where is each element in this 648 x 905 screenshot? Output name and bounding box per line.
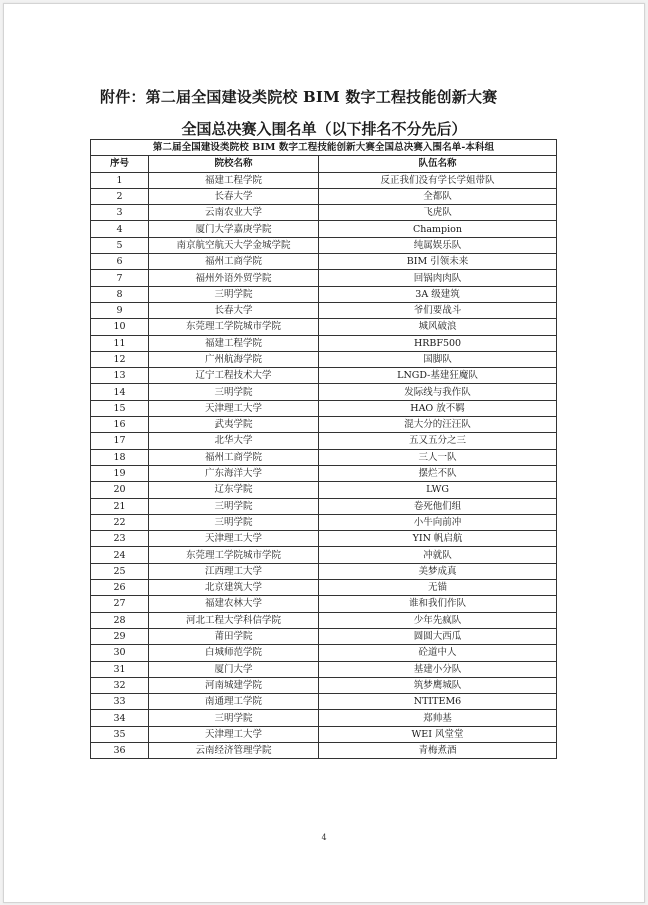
cell-team: 全都队 [319,188,557,204]
cell-index: 15 [91,400,149,416]
cell-school: 三明学院 [149,514,319,530]
cell-school: 福建工程学院 [149,335,319,351]
table-row [91,661,557,677]
cell-school: 北京建筑大学 [149,580,319,596]
column-header-school: 院校名称 [149,156,319,172]
cell-index: 7 [91,270,149,286]
table-row [91,449,557,465]
cell-index: 12 [91,351,149,367]
table-row [91,384,557,400]
cell-team: 纯属娱乐队 [319,237,557,253]
finalist-table [90,139,557,759]
cell-index: 21 [91,498,149,514]
cell-team: LWG [319,482,557,498]
cell-school: 辽宁工程技术大学 [149,368,319,384]
table-row [91,205,557,221]
cell-school: 长春大学 [149,302,319,318]
cell-index: 4 [91,221,149,237]
cell-school: 河北工程大学科信学院 [149,612,319,628]
cell-team: 城风破浪 [319,319,557,335]
cell-school: 东莞理工学院城市学院 [149,319,319,335]
table-row [91,270,557,286]
table-row [91,302,557,318]
cell-index: 36 [91,742,149,758]
table-row [91,612,557,628]
cell-index: 27 [91,596,149,612]
cell-index: 6 [91,254,149,270]
table-row [91,237,557,253]
cell-team: 五又五分之三 [319,433,557,449]
table-row [91,531,557,547]
cell-index: 20 [91,482,149,498]
table-row [91,319,557,335]
cell-school: 天津理工大学 [149,726,319,742]
cell-school: 福建工程学院 [149,172,319,188]
table-row [91,465,557,481]
cell-index: 8 [91,286,149,302]
cell-index: 32 [91,677,149,693]
table-row [91,596,557,612]
table-row [91,694,557,710]
cell-team: 郑帅基 [319,710,557,726]
cell-school: 厦门大学嘉庚学院 [149,221,319,237]
cell-index: 16 [91,417,149,433]
cell-school: 辽东学院 [149,482,319,498]
table-row [91,514,557,530]
cell-team: LNGD-基建狂魔队 [319,368,557,384]
cell-school: 三明学院 [149,710,319,726]
cell-index: 1 [91,172,149,188]
cell-school: 福建农林大学 [149,596,319,612]
cell-team: BIM 引领未来 [319,254,557,270]
cell-school: 白城师范学院 [149,645,319,661]
cell-team: 国脚队 [319,351,557,367]
cell-school: 江西理工大学 [149,563,319,579]
cell-team: 无锚 [319,580,557,596]
cell-index: 35 [91,726,149,742]
cell-team: NTITEM6 [319,694,557,710]
cell-team: 筑梦鹰城队 [319,677,557,693]
cell-school: 云南农业大学 [149,205,319,221]
cell-index: 33 [91,694,149,710]
table-row [91,351,557,367]
table-row [91,286,557,302]
cell-school: 东莞理工学院城市学院 [149,547,319,563]
table-row [91,335,557,351]
cell-school: 武夷学院 [149,417,319,433]
document-title-line1: 附件：第二届全国建设类院校 BIM 数字工程技能创新大赛 [100,88,498,106]
cell-index: 34 [91,710,149,726]
cell-team: 飞虎队 [319,205,557,221]
table-row [91,498,557,514]
table-row [91,254,557,270]
cell-team: 美梦成真 [319,563,557,579]
cell-index: 18 [91,449,149,465]
table-row [91,368,557,384]
cell-index: 13 [91,368,149,384]
table-row [91,742,557,758]
cell-school: 河南城建学院 [149,677,319,693]
table-row [91,417,557,433]
cell-team: 砼道中人 [319,645,557,661]
cell-index: 25 [91,563,149,579]
cell-team: YIN 帆启航 [319,531,557,547]
document-page [3,3,645,903]
cell-index: 9 [91,302,149,318]
cell-index: 11 [91,335,149,351]
cell-school: 莆田学院 [149,628,319,644]
cell-index: 10 [91,319,149,335]
cell-index: 26 [91,580,149,596]
cell-school: 云南经济管理学院 [149,742,319,758]
cell-team: 发际线与我作队 [319,384,557,400]
cell-index: 3 [91,205,149,221]
cell-school: 天津理工大学 [149,531,319,547]
cell-school: 三明学院 [149,384,319,400]
cell-team: 卷死他们组 [319,498,557,514]
cell-index: 2 [91,188,149,204]
table-body [91,172,557,759]
cell-index: 29 [91,628,149,644]
cell-school: 南通理工学院 [149,694,319,710]
cell-team: 冲就队 [319,547,557,563]
column-header-team: 队伍名称 [319,156,557,172]
table-caption: 第二届全国建设类院校 BIM 数字工程技能创新大赛全国总决赛入围名单-本科组 [91,140,557,156]
cell-index: 30 [91,645,149,661]
cell-team: 小牛向前冲 [319,514,557,530]
cell-school: 广东海洋大学 [149,465,319,481]
cell-team: 基建小分队 [319,661,557,677]
cell-school: 长春大学 [149,188,319,204]
cell-index: 14 [91,384,149,400]
cell-index: 19 [91,465,149,481]
cell-school: 广州航海学院 [149,351,319,367]
table-row [91,547,557,563]
table-row [91,482,557,498]
cell-school: 福州工商学院 [149,449,319,465]
table-row [91,580,557,596]
page-number: 4 [321,833,327,842]
cell-index: 5 [91,237,149,253]
cell-school: 福州外语外贸学院 [149,270,319,286]
cell-school: 三明学院 [149,498,319,514]
cell-team: 爷们要战斗 [319,302,557,318]
cell-team: HRBF500 [319,335,557,351]
table-row [91,172,557,188]
cell-team: 少年先疯队 [319,612,557,628]
cell-school: 福州工商学院 [149,254,319,270]
cell-team: 圆圆大西瓜 [319,628,557,644]
cell-team: 三人一队 [319,449,557,465]
cell-team: 青梅煮酒 [319,742,557,758]
cell-team: 谁和我们作队 [319,596,557,612]
table-row [91,400,557,416]
table-row [91,677,557,693]
document-title-line2: 全国总决赛入围名单（以下排名不分先后） [181,120,467,138]
cell-team: 回锅肉肉队 [319,270,557,286]
cell-team: HAO 放不羁 [319,400,557,416]
table-row [91,563,557,579]
cell-school: 三明学院 [149,286,319,302]
table-row [91,188,557,204]
cell-index: 28 [91,612,149,628]
cell-team: 摆烂不队 [319,465,557,481]
table-row [91,221,557,237]
cell-team: 反正我们没有学长学姐带队 [319,172,557,188]
cell-school: 天津理工大学 [149,400,319,416]
cell-index: 24 [91,547,149,563]
cell-school: 北华大学 [149,433,319,449]
table-row [91,433,557,449]
cell-index: 31 [91,661,149,677]
table-row [91,628,557,644]
cell-team: WEI 风堂堂 [319,726,557,742]
table-row [91,645,557,661]
column-header-index: 序号 [91,156,149,172]
cell-team: 3A 级建筑 [319,286,557,302]
table-row [91,710,557,726]
table-row [91,726,557,742]
cell-index: 23 [91,531,149,547]
cell-index: 17 [91,433,149,449]
cell-team: 混大分的汪汪队 [319,417,557,433]
cell-team: Champion [319,221,557,237]
cell-school: 南京航空航天大学金城学院 [149,237,319,253]
cell-index: 22 [91,514,149,530]
cell-school: 厦门大学 [149,661,319,677]
